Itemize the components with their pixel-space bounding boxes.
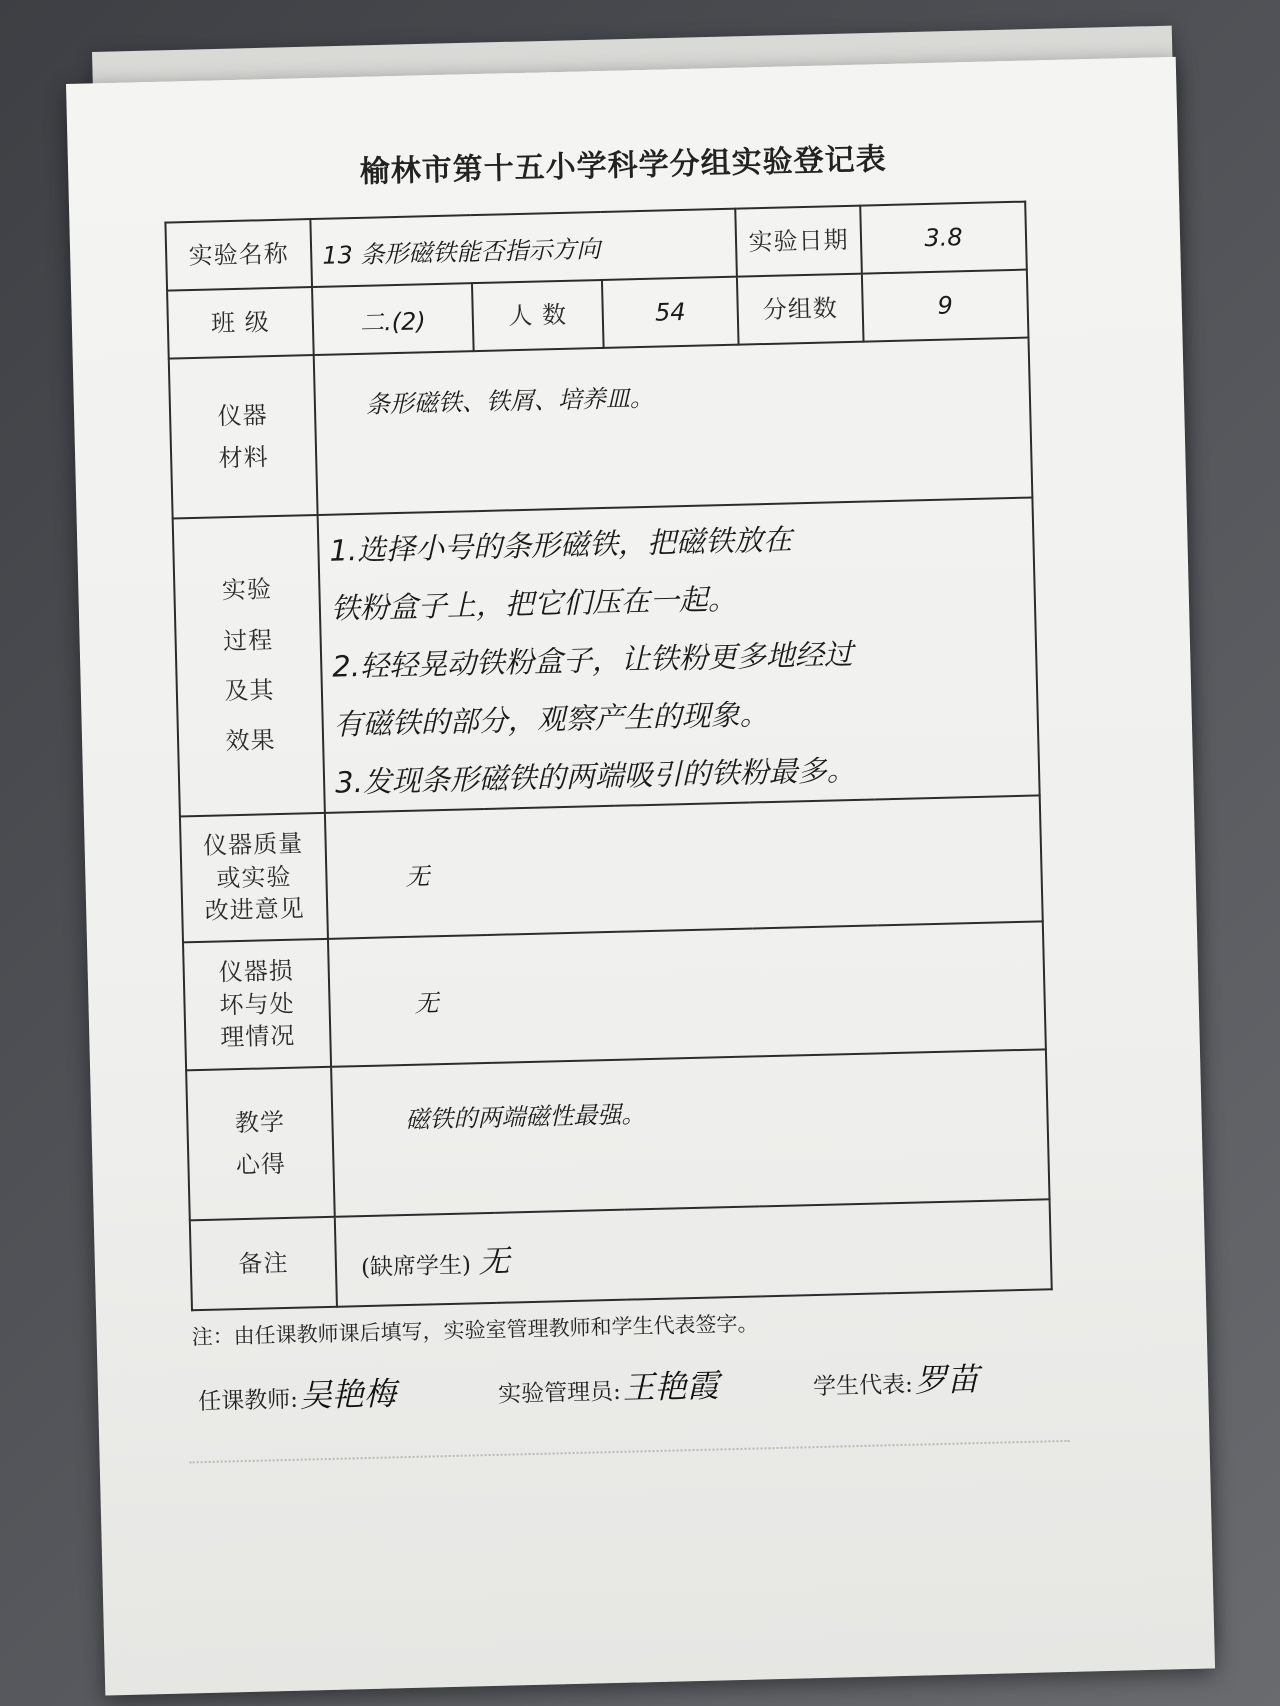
row-materials bbox=[169, 338, 1033, 519]
row-quality bbox=[180, 795, 1043, 942]
remarks-prefix: (缺席学生) bbox=[360, 1251, 472, 1281]
row-damage bbox=[183, 921, 1046, 1070]
experiment-date-label: 实验日期 bbox=[735, 206, 862, 277]
group-count-label: 分组数 bbox=[737, 274, 864, 345]
experiment-name-value: 13 条形磁铁能否指示方向 bbox=[310, 209, 737, 287]
materials-label-text: 仪器 材料 bbox=[217, 401, 270, 473]
process-label bbox=[173, 515, 325, 816]
process-line: 有磁铁的部分，观察产生的现象。 bbox=[333, 697, 770, 742]
teacher-signature bbox=[198, 1368, 397, 1419]
process-value bbox=[318, 498, 1040, 813]
student-count-label: 人 数 bbox=[472, 280, 604, 351]
quality-label bbox=[180, 813, 328, 943]
student-signature bbox=[812, 1354, 979, 1404]
signature-row bbox=[198, 1352, 1059, 1433]
damage-label-text: 仪器损 坏与处 理情况 bbox=[218, 957, 296, 1052]
insight-label bbox=[186, 1067, 335, 1220]
experiment-name-label: 实验名称 bbox=[165, 219, 312, 291]
insight-label-text: 教学 心得 bbox=[234, 1107, 287, 1180]
group-count-value: 9 bbox=[862, 270, 1029, 342]
process-line: 2.轻轻晃动铁粉盒子，让铁粉更多地经过 bbox=[331, 636, 854, 684]
class-label: 班 级 bbox=[167, 287, 314, 359]
registration-table bbox=[164, 201, 1052, 1312]
insight-value: 磁铁的两端磁性最强。 bbox=[331, 1049, 1049, 1216]
remarks-label: 备注 bbox=[190, 1217, 337, 1311]
form-note: 注：由任课教师课后填写，实验室管理教师和学生代表签字。 bbox=[191, 1311, 759, 1350]
class-value: 二.(2) bbox=[312, 283, 474, 355]
teacher-label: 任课教师: bbox=[197, 1386, 299, 1416]
remarks-value bbox=[335, 1199, 1052, 1306]
form-sheet bbox=[66, 57, 1215, 1696]
student-count-value: 54 bbox=[602, 277, 739, 348]
process-line: 1.选择小号的条形磁铁，把磁铁放在 bbox=[329, 522, 793, 568]
damage-value: 无 bbox=[328, 921, 1046, 1066]
quality-label-text: 仪器质量 或实验 改进意见 bbox=[202, 829, 306, 926]
experiment-date-value: 3.8 bbox=[860, 202, 1027, 274]
form-title: 榆林市第十五小学科学分组实验登记表 bbox=[359, 141, 888, 190]
row-insight bbox=[186, 1049, 1049, 1220]
remarks-text: 无 bbox=[478, 1243, 510, 1280]
teacher-sign: 吴艳梅 bbox=[299, 1374, 397, 1415]
admin-label: 实验管理员: bbox=[497, 1378, 622, 1408]
process-line: 铁粉盒子上，把它们压在一起。 bbox=[330, 581, 738, 626]
process-label-text: 实验 过程 及其 效果 bbox=[221, 575, 276, 756]
row-process bbox=[173, 498, 1040, 817]
process-line: 3.发现条形磁铁的两端吸引的铁粉最多。 bbox=[334, 752, 857, 800]
damage-label bbox=[183, 939, 331, 1071]
admin-signature bbox=[497, 1360, 719, 1411]
faint-dotted-line bbox=[190, 1440, 1070, 1465]
student-sign: 罗苗 bbox=[914, 1360, 980, 1400]
admin-sign: 王艳霞 bbox=[622, 1366, 720, 1407]
materials-value: 条形磁铁、铁屑、培养皿。 bbox=[314, 338, 1033, 515]
student-label: 学生代表: bbox=[812, 1371, 914, 1401]
materials-label bbox=[169, 355, 318, 518]
quality-value: 无 bbox=[325, 795, 1043, 938]
